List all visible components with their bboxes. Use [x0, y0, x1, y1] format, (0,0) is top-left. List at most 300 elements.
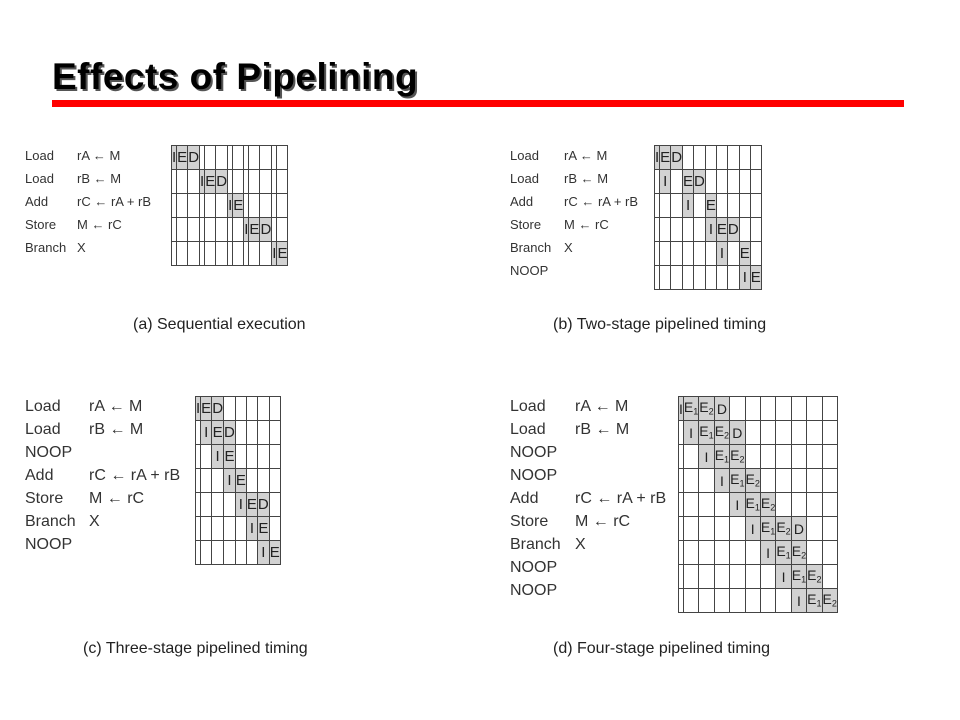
empty-cell	[705, 266, 716, 290]
empty-cell	[730, 517, 745, 541]
instruction-operands: M ← rC	[77, 217, 122, 232]
instruction-label	[25, 148, 171, 171]
stage-cell: I	[699, 445, 714, 469]
instruction-label	[510, 559, 678, 582]
empty-cell	[205, 194, 216, 218]
stage-cell: I	[172, 146, 177, 170]
instruction-label	[510, 194, 654, 217]
instruction-operands: X	[77, 240, 86, 255]
instruction-opcode: Add	[25, 194, 49, 209]
empty-cell	[269, 397, 280, 421]
empty-cell	[683, 242, 694, 266]
empty-cell	[694, 266, 706, 290]
empty-cell	[694, 194, 706, 218]
instruction-opcode: Branch	[25, 240, 67, 255]
instruction-opcode: Load	[510, 171, 539, 186]
stage-cell: I	[272, 242, 277, 266]
stage-cell: I	[228, 194, 233, 218]
instruction-operands: rB ← M	[89, 420, 144, 438]
empty-cell	[212, 493, 224, 517]
timing-grid	[654, 145, 762, 290]
empty-cell	[246, 469, 257, 493]
empty-cell	[188, 218, 200, 242]
stage-cell: $E_2$	[807, 565, 822, 589]
empty-cell	[671, 242, 683, 266]
timing-row	[679, 493, 838, 517]
empty-cell	[745, 589, 760, 613]
empty-cell	[739, 146, 750, 170]
empty-cell	[730, 397, 745, 421]
empty-cell	[260, 170, 272, 194]
stage-cell: E	[750, 266, 761, 290]
empty-cell	[750, 194, 761, 218]
empty-cell	[727, 170, 739, 194]
empty-cell	[776, 469, 791, 493]
empty-cell	[705, 242, 716, 266]
instruction-label	[510, 582, 678, 605]
stage-cell: D	[671, 146, 683, 170]
empty-cell	[257, 397, 269, 421]
instruction-operands: X	[575, 535, 586, 553]
timing-row	[679, 397, 838, 421]
stage-cell: E	[177, 146, 188, 170]
empty-cell	[714, 589, 729, 613]
empty-cell	[727, 146, 739, 170]
stage-cell: $E_1$	[776, 541, 791, 565]
instruction-opcode: Branch	[25, 512, 76, 530]
empty-cell	[727, 266, 739, 290]
empty-cell	[201, 517, 212, 541]
stage-cell: I	[705, 218, 716, 242]
stage-cell: I	[730, 493, 745, 517]
stage-cell: I	[201, 421, 212, 445]
empty-cell	[745, 397, 760, 421]
instruction-operands: rB ← M	[564, 171, 609, 186]
stage-cell: E	[246, 493, 257, 517]
empty-cell	[201, 493, 212, 517]
empty-cell	[699, 565, 714, 589]
title-underline	[52, 100, 904, 107]
empty-cell	[269, 421, 280, 445]
empty-cell	[822, 469, 837, 493]
instruction-opcode: Add	[510, 194, 534, 209]
empty-cell	[760, 445, 775, 469]
empty-cell	[260, 146, 272, 170]
stage-cell: I	[235, 493, 246, 517]
empty-cell	[233, 242, 244, 266]
timing-row	[679, 421, 838, 445]
stage-cell: E	[277, 242, 288, 266]
empty-cell	[776, 589, 791, 613]
stage-cell: I	[246, 517, 257, 541]
timing-row	[679, 589, 838, 613]
instruction-label	[25, 490, 195, 513]
instruction-operands: M ← rC	[89, 489, 145, 507]
stage-cell: D	[212, 397, 224, 421]
empty-cell	[822, 397, 837, 421]
instruction-opcode: Load	[25, 397, 61, 415]
instruction-operands: rA ← M	[89, 397, 143, 415]
instruction-operands: X	[89, 512, 100, 530]
empty-cell	[671, 266, 683, 290]
stage-cell: E	[705, 194, 716, 218]
stage-cell: E	[212, 421, 224, 445]
instruction-label	[25, 171, 171, 194]
stage-cell: $E_2$	[776, 517, 791, 541]
timing-grid	[195, 396, 281, 565]
timing-row	[655, 146, 762, 170]
empty-cell	[807, 397, 822, 421]
instruction-opcode: NOOP	[510, 581, 558, 599]
empty-cell	[750, 218, 761, 242]
instruction-label	[510, 217, 654, 240]
stage-cell: E	[201, 397, 212, 421]
empty-cell	[235, 517, 246, 541]
empty-cell	[807, 469, 822, 493]
instruction-label	[510, 490, 678, 513]
instruction-label	[25, 194, 171, 217]
instruction-operands: rA ← M	[564, 148, 608, 163]
empty-cell	[205, 242, 216, 266]
timing-row	[196, 517, 281, 541]
timing-row	[655, 242, 762, 266]
instruction-label	[25, 240, 171, 263]
empty-cell	[205, 218, 216, 242]
empty-cell	[269, 517, 280, 541]
instruction-opcode: Add	[510, 489, 539, 507]
timing-row	[679, 469, 838, 493]
instruction-label	[25, 421, 195, 444]
stage-cell: $E_1$	[730, 469, 745, 493]
stage-cell: $E_2$	[822, 589, 837, 613]
empty-cell	[683, 469, 698, 493]
instruction-opcode: Branch	[510, 240, 552, 255]
instruction-opcode: Load	[25, 171, 54, 186]
empty-cell	[739, 170, 750, 194]
instruction-label	[510, 240, 654, 263]
empty-cell	[277, 146, 288, 170]
stage-cell: I	[760, 541, 775, 565]
stage-cell: E	[205, 170, 216, 194]
empty-cell	[216, 218, 228, 242]
stage-cell: E	[224, 445, 236, 469]
stage-cell: I	[716, 242, 727, 266]
stage-cell: $E_2$	[745, 469, 760, 493]
stage-cell: E	[269, 541, 280, 565]
empty-cell	[224, 397, 236, 421]
stage-cell: $E_1$	[760, 517, 775, 541]
empty-cell	[807, 493, 822, 517]
empty-cell	[660, 242, 671, 266]
instruction-label	[510, 513, 678, 536]
timing-row	[679, 517, 838, 541]
timing-row	[679, 541, 838, 565]
stage-cell: I	[660, 170, 671, 194]
empty-cell	[246, 445, 257, 469]
empty-cell	[807, 445, 822, 469]
empty-cell	[269, 445, 280, 469]
empty-cell	[822, 565, 837, 589]
empty-cell	[212, 517, 224, 541]
empty-cell	[671, 170, 683, 194]
empty-cell	[224, 517, 236, 541]
instruction-operands: M ← rC	[575, 512, 631, 530]
stage-cell: $E_1$	[807, 589, 822, 613]
empty-cell	[727, 194, 739, 218]
empty-cell	[683, 218, 694, 242]
empty-cell	[727, 242, 739, 266]
empty-cell	[807, 517, 822, 541]
instruction-opcode: Load	[510, 420, 546, 438]
empty-cell	[776, 493, 791, 517]
empty-cell	[212, 469, 224, 493]
empty-cell	[660, 218, 671, 242]
stage-cell: $E_1$	[745, 493, 760, 517]
timing-row	[172, 242, 288, 266]
empty-cell	[233, 170, 244, 194]
empty-cell	[177, 170, 188, 194]
empty-cell	[807, 541, 822, 565]
empty-cell	[246, 421, 257, 445]
empty-cell	[177, 242, 188, 266]
instruction-opcode: NOOP	[510, 558, 558, 576]
empty-cell	[760, 469, 775, 493]
empty-cell	[822, 421, 837, 445]
empty-cell	[249, 242, 260, 266]
empty-cell	[246, 541, 257, 565]
instruction-opcode: Store	[25, 489, 64, 507]
instruction-label	[510, 467, 678, 490]
stage-cell: I	[683, 421, 698, 445]
diagram-caption: (a) Sequential execution	[133, 316, 306, 333]
instruction-label	[510, 171, 654, 194]
empty-cell	[694, 146, 706, 170]
empty-cell	[705, 170, 716, 194]
empty-cell	[260, 242, 272, 266]
empty-cell	[822, 445, 837, 469]
timing-row	[196, 541, 281, 565]
instruction-label	[25, 513, 195, 536]
empty-cell	[716, 146, 727, 170]
empty-cell	[807, 421, 822, 445]
empty-cell	[249, 170, 260, 194]
empty-cell	[776, 445, 791, 469]
empty-cell	[188, 170, 200, 194]
instruction-opcode: NOOP	[510, 466, 558, 484]
diagram-caption: (c) Three-stage pipelined timing	[83, 640, 308, 657]
instruction-label	[25, 398, 195, 421]
stage-cell: D	[188, 146, 200, 170]
empty-cell	[699, 589, 714, 613]
instruction-operands: M ← rC	[564, 217, 609, 232]
stage-cell: I	[679, 397, 684, 421]
instruction-label	[25, 467, 195, 490]
empty-cell	[235, 541, 246, 565]
timing-row	[196, 421, 281, 445]
empty-cell	[760, 565, 775, 589]
stage-cell: I	[655, 146, 660, 170]
empty-cell	[233, 146, 244, 170]
stage-cell: I	[200, 170, 205, 194]
instruction-label	[510, 444, 678, 467]
stage-cell: $E_2$	[791, 541, 806, 565]
timing-row	[655, 170, 762, 194]
empty-cell	[216, 194, 228, 218]
empty-cell	[683, 445, 698, 469]
stage-cell: I	[683, 194, 694, 218]
stage-cell: $E_2$	[730, 445, 745, 469]
instruction-label	[510, 263, 654, 286]
stage-cell: D	[216, 170, 228, 194]
empty-cell	[745, 541, 760, 565]
timing-row	[196, 397, 281, 421]
instruction-opcode: Store	[25, 217, 57, 232]
stage-cell: E	[235, 469, 246, 493]
instruction-operands: rC ← rA + rB	[564, 194, 639, 209]
instruction-operands: rC ← rA + rB	[77, 194, 152, 209]
stage-cell: $E_2$	[760, 493, 775, 517]
instruction-operands: rA ← M	[575, 397, 629, 415]
instruction-opcode: NOOP	[510, 263, 549, 278]
empty-cell	[705, 146, 716, 170]
instruction-opcode: Load	[510, 148, 539, 163]
stage-cell: E	[249, 218, 260, 242]
instruction-operands: rC ← rA + rB	[575, 489, 667, 507]
slide-title: Effects of Pipelining	[52, 56, 419, 97]
empty-cell	[791, 397, 806, 421]
empty-cell	[671, 218, 683, 242]
empty-cell	[730, 565, 745, 589]
empty-cell	[739, 218, 750, 242]
instruction-opcode: NOOP	[25, 443, 73, 461]
stage-cell: E	[257, 517, 269, 541]
empty-cell	[224, 541, 236, 565]
empty-cell	[791, 421, 806, 445]
empty-cell	[660, 266, 671, 290]
stage-cell: I	[739, 266, 750, 290]
empty-cell	[750, 146, 761, 170]
diagram-caption: (d) Four-stage pipelined timing	[553, 640, 770, 657]
empty-cell	[714, 493, 729, 517]
instruction-opcode: Add	[25, 466, 54, 484]
stage-cell: D	[224, 421, 236, 445]
empty-cell	[730, 589, 745, 613]
instruction-label	[510, 536, 678, 559]
empty-cell	[683, 517, 698, 541]
stage-cell: I	[714, 469, 729, 493]
timing-row	[655, 194, 762, 218]
empty-cell	[257, 421, 269, 445]
stage-cell: D	[257, 493, 269, 517]
empty-cell	[750, 170, 761, 194]
empty-cell	[699, 493, 714, 517]
empty-cell	[716, 170, 727, 194]
instruction-operands: rA ← M	[77, 148, 121, 163]
empty-cell	[745, 421, 760, 445]
empty-cell	[714, 541, 729, 565]
timing-row	[196, 469, 281, 493]
stage-cell: D	[730, 421, 745, 445]
instruction-operands: rB ← M	[77, 171, 122, 186]
empty-cell	[201, 469, 212, 493]
empty-cell	[716, 266, 727, 290]
empty-cell	[277, 170, 288, 194]
stage-cell: E	[683, 170, 694, 194]
empty-cell	[188, 194, 200, 218]
instruction-label	[25, 536, 195, 559]
stage-cell: I	[257, 541, 269, 565]
empty-cell	[257, 445, 269, 469]
timing-row	[679, 565, 838, 589]
stage-cell: I	[196, 397, 201, 421]
timing-row	[172, 194, 288, 218]
empty-cell	[745, 565, 760, 589]
empty-cell	[201, 445, 212, 469]
empty-cell	[683, 266, 694, 290]
empty-cell	[257, 469, 269, 493]
empty-cell	[730, 541, 745, 565]
empty-cell	[699, 469, 714, 493]
timing-grid	[678, 396, 838, 613]
timing-row	[655, 266, 762, 290]
stage-cell: D	[694, 170, 706, 194]
instruction-label	[510, 421, 678, 444]
instruction-label	[510, 148, 654, 171]
empty-cell	[714, 517, 729, 541]
empty-cell	[216, 242, 228, 266]
empty-cell	[277, 194, 288, 218]
timing-row	[172, 146, 288, 170]
empty-cell	[246, 397, 257, 421]
timing-row	[196, 493, 281, 517]
empty-cell	[260, 194, 272, 218]
instruction-opcode: Store	[510, 512, 549, 530]
stage-cell: D	[791, 517, 806, 541]
stage-cell: E	[716, 218, 727, 242]
empty-cell	[660, 194, 671, 218]
empty-cell	[699, 541, 714, 565]
instruction-opcode: Load	[25, 148, 54, 163]
stage-cell: D	[727, 218, 739, 242]
timing-row	[172, 170, 288, 194]
empty-cell	[205, 146, 216, 170]
empty-cell	[694, 242, 706, 266]
instruction-opcode: NOOP	[25, 535, 73, 553]
stage-cell: E	[739, 242, 750, 266]
stage-cell: $E_1$	[683, 397, 698, 421]
timing-row	[172, 218, 288, 242]
stage-cell: $E_2$	[699, 397, 714, 421]
instruction-opcode: Store	[510, 217, 542, 232]
empty-cell	[683, 541, 698, 565]
empty-cell	[699, 517, 714, 541]
empty-cell	[694, 218, 706, 242]
stage-cell: E	[233, 194, 244, 218]
empty-cell	[791, 445, 806, 469]
stage-cell: I	[745, 517, 760, 541]
instruction-operands: rB ← M	[575, 420, 630, 438]
empty-cell	[177, 194, 188, 218]
timing-grid	[171, 145, 288, 266]
empty-cell	[760, 421, 775, 445]
empty-cell	[249, 194, 260, 218]
empty-cell	[188, 242, 200, 266]
instruction-label	[510, 398, 678, 421]
empty-cell	[177, 218, 188, 242]
empty-cell	[776, 397, 791, 421]
empty-cell	[216, 146, 228, 170]
empty-cell	[233, 218, 244, 242]
